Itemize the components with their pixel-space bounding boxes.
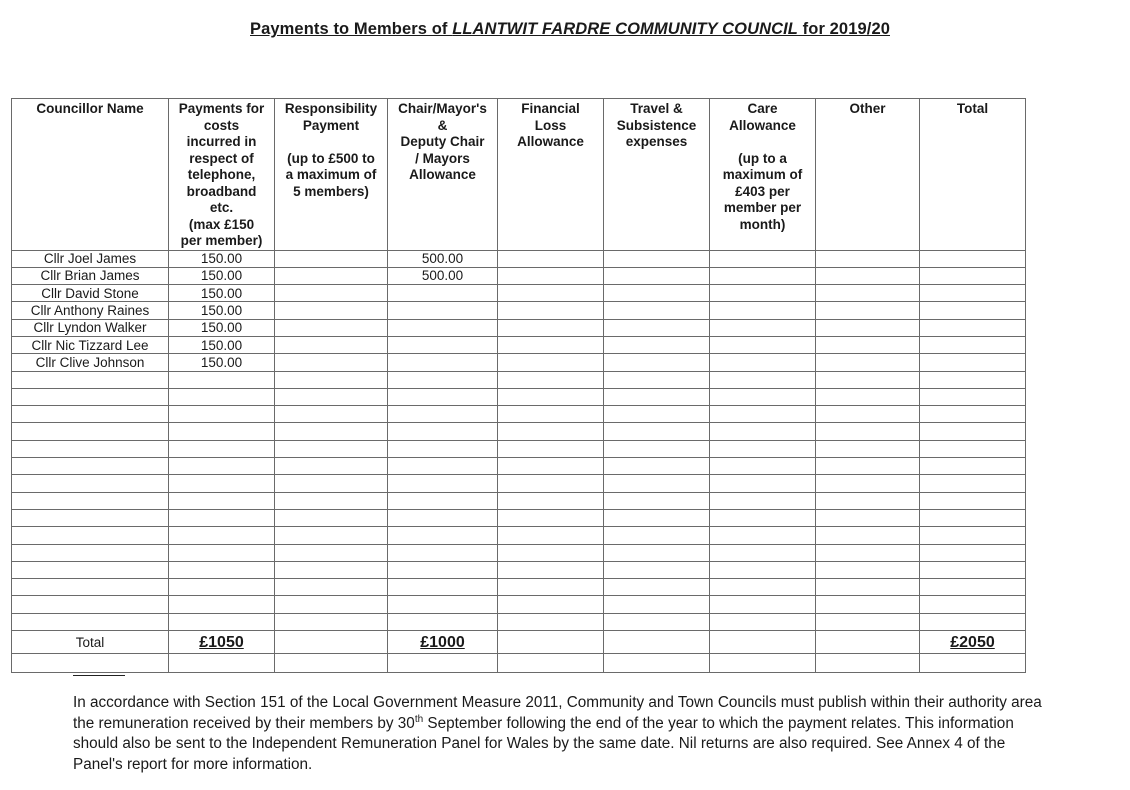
table-cell (920, 250, 1026, 267)
table-cell (498, 267, 604, 284)
table-cell: £2050 (920, 631, 1026, 654)
table-cell (604, 440, 710, 457)
table-cell (920, 509, 1026, 526)
table-cell (12, 440, 169, 457)
table-cell (816, 285, 920, 302)
table-cell (12, 475, 169, 492)
column-header (710, 99, 816, 251)
table-cell (388, 561, 498, 578)
table-cell: 150.00 (169, 336, 275, 353)
column-header-line: broadband (186, 183, 257, 199)
title-prefix: Payments to Members of (250, 20, 453, 38)
table-row (12, 336, 1026, 353)
table-cell (388, 527, 498, 544)
table-cell (12, 406, 169, 423)
table-row (12, 458, 1026, 475)
table-cell (12, 423, 169, 440)
table-cell (169, 509, 275, 526)
table-row (12, 250, 1026, 267)
table-cell (604, 406, 710, 423)
column-header-line: Allowance (409, 167, 476, 182)
table-cell (604, 336, 710, 353)
table-cell (275, 613, 388, 630)
table-cell (498, 285, 604, 302)
table-cell (604, 354, 710, 371)
table-cell (388, 354, 498, 371)
table-cell (12, 654, 169, 673)
table-row (12, 475, 1026, 492)
table-cell (710, 371, 816, 388)
column-header (388, 99, 498, 251)
table-cell (498, 527, 604, 544)
column-header-line: Other (849, 101, 886, 116)
table-cell (275, 544, 388, 561)
table-cell (498, 406, 604, 423)
table-cell (275, 596, 388, 613)
column-header-line: Loss (534, 117, 567, 133)
table-cell: 150.00 (169, 354, 275, 371)
column-header-line (710, 134, 815, 151)
table-cell: Cllr Nic Tizzard Lee (12, 336, 169, 353)
table-cell (710, 458, 816, 475)
table-cell (816, 509, 920, 526)
column-header-line: Responsibility (284, 101, 378, 116)
footnote-superscript: th (414, 713, 424, 725)
table-cell (604, 492, 710, 509)
table-cell (12, 527, 169, 544)
table-cell (275, 561, 388, 578)
table-cell (604, 458, 710, 475)
table-cell (920, 371, 1026, 388)
table-cell: 500.00 (388, 250, 498, 267)
table-cell (816, 544, 920, 561)
table-cell (710, 388, 816, 405)
column-header (169, 99, 275, 251)
table-cell (388, 475, 498, 492)
table-cell (12, 371, 169, 388)
table-cell (12, 509, 169, 526)
column-header (12, 99, 169, 251)
table-cell (604, 475, 710, 492)
footnote-divider (73, 675, 125, 676)
table-cell (816, 440, 920, 457)
table-row (12, 302, 1026, 319)
table-cell (710, 631, 816, 654)
table-row (12, 440, 1026, 457)
table-cell (498, 654, 604, 673)
column-header-line: Councillor Name (36, 101, 144, 116)
table-cell: 150.00 (169, 250, 275, 267)
table-cell (920, 336, 1026, 353)
table-cell (710, 423, 816, 440)
table-cell (604, 302, 710, 319)
table-cell (275, 371, 388, 388)
column-header-line: Payment (302, 117, 360, 133)
table-cell (604, 509, 710, 526)
table-cell (498, 371, 604, 388)
column-header-line: Financial (521, 101, 580, 116)
table-cell (604, 423, 710, 440)
table-cell: 150.00 (169, 319, 275, 336)
table-cell (816, 596, 920, 613)
table-cell (169, 579, 275, 596)
table-cell (498, 302, 604, 319)
table-cell (816, 336, 920, 353)
table-cell (920, 440, 1026, 457)
column-header-line: Care (747, 101, 778, 116)
table-cell (388, 285, 498, 302)
table-cell (920, 319, 1026, 336)
column-header-line: Total (956, 101, 989, 116)
table-cell (169, 613, 275, 630)
footnote-text-start: In accordance with Section 151 of the Local Government Measure 2011, Community and Town Councils must publish within their authority area the remuneration received by their members by 30 (73, 694, 1042, 732)
column-header-line: month) (739, 216, 786, 232)
table-cell (169, 440, 275, 457)
table-cell (710, 440, 816, 457)
table-cell: Cllr Anthony Raines (12, 302, 169, 319)
table-cell (275, 475, 388, 492)
column-header-line: respect of (189, 150, 254, 166)
table-cell (816, 527, 920, 544)
table-cell: 150.00 (169, 267, 275, 284)
table-cell (604, 319, 710, 336)
column-header-line: a maximum of (285, 167, 377, 182)
table-cell (604, 596, 710, 613)
table-cell (388, 544, 498, 561)
table-cell (498, 423, 604, 440)
column-header-line: expenses (625, 134, 688, 149)
table-cell (920, 544, 1026, 561)
table-cell: Cllr Clive Johnson (12, 354, 169, 371)
table-cell (816, 423, 920, 440)
column-header-line: Chair/Mayor's (398, 101, 487, 116)
table-cell (388, 388, 498, 405)
table-cell: £1050 (169, 631, 275, 654)
table-cell (816, 388, 920, 405)
table-row (12, 388, 1026, 405)
table-cell (388, 423, 498, 440)
table-row (12, 561, 1026, 578)
table-cell (710, 492, 816, 509)
column-header-line: 5 members) (293, 183, 369, 199)
table-cell (275, 302, 388, 319)
table-cell (169, 406, 275, 423)
table-cell: 500.00 (388, 267, 498, 284)
table-cell (604, 371, 710, 388)
table-cell (498, 544, 604, 561)
table-cell (498, 458, 604, 475)
table-cell (388, 302, 498, 319)
table-cell (12, 492, 169, 509)
table-row (12, 509, 1026, 526)
table-cell (710, 267, 816, 284)
title-suffix: for 2019/20 (797, 20, 890, 38)
table-cell (275, 354, 388, 371)
column-header-line: £403 per (735, 183, 790, 199)
table-cell (498, 631, 604, 654)
table-cell (816, 613, 920, 630)
table-cell: Cllr Joel James (12, 250, 169, 267)
table-cell (169, 475, 275, 492)
table-cell: £1000 (388, 631, 498, 654)
column-header-line: Travel & (630, 101, 683, 116)
column-header-line: Allowance (517, 134, 584, 149)
table-cell (816, 406, 920, 423)
table-cell (12, 613, 169, 630)
footnote (73, 693, 1058, 775)
table-cell (275, 654, 388, 673)
column-header (604, 99, 710, 251)
table-cell (275, 406, 388, 423)
table-cell (169, 492, 275, 509)
table-cell (388, 613, 498, 630)
table-cell (169, 423, 275, 440)
table-cell (920, 354, 1026, 371)
column-header-line: maximum of (722, 167, 803, 182)
table-cell (710, 544, 816, 561)
column-header-line: (up to a (738, 150, 787, 166)
column-header-line: etc. (209, 200, 234, 215)
table-cell (498, 475, 604, 492)
column-header (920, 99, 1026, 251)
table-row (12, 596, 1026, 613)
table-cell (388, 458, 498, 475)
table-row (12, 527, 1026, 544)
table-cell (275, 509, 388, 526)
table-cell (604, 544, 710, 561)
table-cell (275, 492, 388, 509)
table-cell (169, 388, 275, 405)
table-row (12, 654, 1026, 673)
table-cell (169, 458, 275, 475)
table-cell (388, 596, 498, 613)
table-cell (710, 302, 816, 319)
table-cell (710, 336, 816, 353)
table-cell (816, 458, 920, 475)
column-header-line: per member) (180, 233, 263, 248)
table-cell (498, 492, 604, 509)
table-cell (498, 336, 604, 353)
payments-table (11, 98, 1026, 673)
column-header-line: telephone, (187, 167, 256, 182)
table-row (12, 354, 1026, 371)
table-cell (275, 579, 388, 596)
table-cell (498, 250, 604, 267)
column-header-line: Deputy Chair (400, 134, 485, 149)
table-cell (275, 631, 388, 654)
table-cell (12, 596, 169, 613)
table-cell (920, 596, 1026, 613)
table-cell (710, 250, 816, 267)
table-row (12, 544, 1026, 561)
table-cell (388, 336, 498, 353)
table-cell (604, 267, 710, 284)
table-cell (920, 302, 1026, 319)
table-cell: 150.00 (169, 302, 275, 319)
table-cell (498, 319, 604, 336)
table-cell (816, 492, 920, 509)
table-cell (12, 544, 169, 561)
table-cell (275, 527, 388, 544)
table-cell (604, 527, 710, 544)
table-cell (710, 654, 816, 673)
table-cell (498, 596, 604, 613)
table-cell: Cllr Lyndon Walker (12, 319, 169, 336)
table-cell (920, 527, 1026, 544)
column-header-line: Subsistence (616, 117, 697, 133)
table-row (12, 371, 1026, 388)
table-cell (816, 302, 920, 319)
table-cell (920, 285, 1026, 302)
table-row (12, 423, 1026, 440)
table-cell (710, 319, 816, 336)
table-cell (604, 388, 710, 405)
column-header-line: member per (723, 200, 802, 215)
table-cell (816, 371, 920, 388)
table-cell (498, 509, 604, 526)
column-header-line (275, 134, 387, 151)
table-cell (604, 250, 710, 267)
table-cell (816, 267, 920, 284)
table-cell (920, 475, 1026, 492)
table-cell (710, 561, 816, 578)
table-cell (920, 406, 1026, 423)
table-cell (388, 509, 498, 526)
column-header (275, 99, 388, 251)
table-cell (920, 388, 1026, 405)
table-cell (388, 319, 498, 336)
table-row (12, 406, 1026, 423)
table-cell (169, 596, 275, 613)
table-row (12, 613, 1026, 630)
table-cell (275, 388, 388, 405)
table-cell: Cllr David Stone (12, 285, 169, 302)
table-cell (604, 654, 710, 673)
table-cell (710, 475, 816, 492)
column-header-line: incurred in (186, 134, 257, 149)
table-cell: Total (12, 631, 169, 654)
document-title (0, 20, 1130, 39)
table-cell (920, 579, 1026, 596)
column-header-line: (up to £500 to (287, 150, 375, 166)
table-cell (920, 267, 1026, 284)
table-cell (498, 561, 604, 578)
column-header-line: / Mayors (415, 150, 470, 166)
table-row (12, 285, 1026, 302)
total-row (12, 631, 1026, 654)
table-cell (604, 579, 710, 596)
table-cell (816, 319, 920, 336)
table-cell (604, 561, 710, 578)
column-header-line: & (437, 117, 448, 133)
table-cell (275, 250, 388, 267)
column-header (498, 99, 604, 251)
table-cell (275, 423, 388, 440)
column-header-line: (max £150 (188, 216, 255, 232)
table-row (12, 492, 1026, 509)
table-cell (275, 285, 388, 302)
table-cell (388, 492, 498, 509)
table-cell (12, 388, 169, 405)
column-header-line: Allowance (729, 117, 796, 133)
table-row (12, 267, 1026, 284)
table-cell (816, 250, 920, 267)
table-cell (604, 631, 710, 654)
table-cell (388, 371, 498, 388)
table-cell (920, 458, 1026, 475)
table-cell (920, 492, 1026, 509)
table-cell (816, 654, 920, 673)
table-cell (816, 354, 920, 371)
column-header-line: Payments for (178, 101, 265, 116)
table-cell (12, 579, 169, 596)
table-cell (710, 613, 816, 630)
column-header (816, 99, 920, 251)
table-cell (816, 631, 920, 654)
table-cell (169, 527, 275, 544)
table-cell (816, 561, 920, 578)
table-cell (388, 440, 498, 457)
table-cell (12, 561, 169, 578)
table-cell (169, 561, 275, 578)
table-cell (498, 388, 604, 405)
table-cell (169, 371, 275, 388)
table-cell (275, 267, 388, 284)
table-cell (275, 336, 388, 353)
table-cell (816, 475, 920, 492)
table-cell (710, 509, 816, 526)
table-cell (498, 440, 604, 457)
table-cell (12, 458, 169, 475)
table-cell: 150.00 (169, 285, 275, 302)
table-cell (275, 458, 388, 475)
table-cell (498, 579, 604, 596)
table-cell (498, 613, 604, 630)
table-cell (275, 319, 388, 336)
table-cell (920, 613, 1026, 630)
table-cell (388, 406, 498, 423)
table-cell (710, 285, 816, 302)
table-row (12, 579, 1026, 596)
table-cell (604, 613, 710, 630)
table-cell (710, 354, 816, 371)
table-cell (388, 579, 498, 596)
table-header-row (12, 99, 1026, 251)
table-cell (920, 561, 1026, 578)
table-cell (169, 654, 275, 673)
table-cell (388, 654, 498, 673)
footnote-text-end: September following the end of the year to which the payment relates. This information should also be sent to the Independent Remuneration Panel for Wales by the same date. Nil returns are also required. See Annex 4 of the Panel's report for more information. (73, 714, 1014, 773)
table-cell (816, 579, 920, 596)
table-cell (710, 406, 816, 423)
table-cell: Cllr Brian James (12, 267, 169, 284)
column-header-line: costs (203, 117, 240, 133)
table-cell (920, 423, 1026, 440)
table-cell (710, 579, 816, 596)
council-name: LLANTWIT FARDRE COMMUNITY COUNCIL (452, 20, 798, 38)
table-cell (275, 440, 388, 457)
table-cell (604, 285, 710, 302)
table-cell (920, 654, 1026, 673)
table-cell (498, 354, 604, 371)
table-cell (710, 596, 816, 613)
table-cell (169, 544, 275, 561)
table-row (12, 319, 1026, 336)
table-cell (710, 527, 816, 544)
